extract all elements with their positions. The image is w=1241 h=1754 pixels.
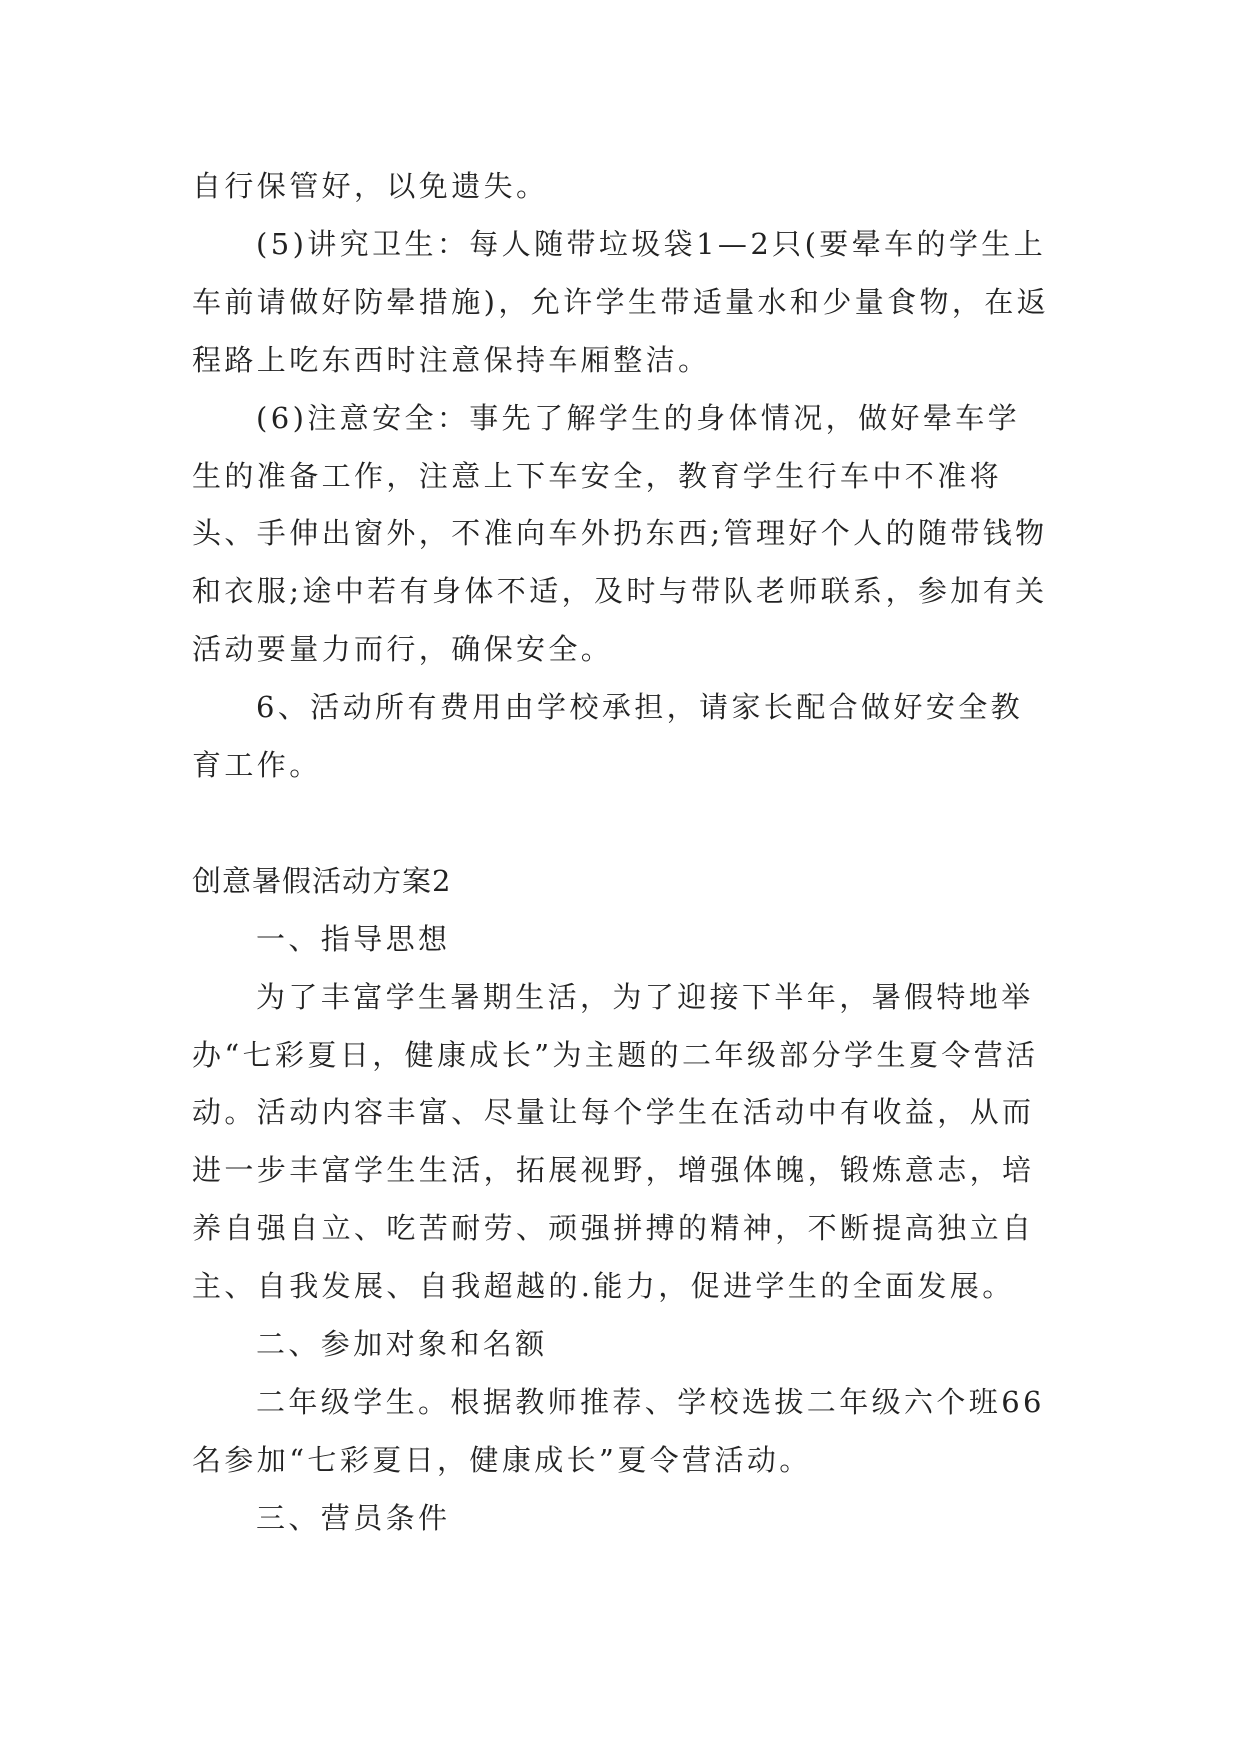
section-title: 创意暑假活动方案2 bbox=[192, 863, 452, 898]
heading-guiding-ideology: 一、指导思想 bbox=[256, 921, 451, 956]
document-body bbox=[192, 158, 1052, 1548]
paragraph: 自行保管好，以免遗失。 bbox=[192, 169, 549, 203]
paragraph-fees: 6、活动所有费用由学校承担，请家长配合做好安全教育工作。 bbox=[192, 690, 1024, 783]
paragraph-purpose: 为了丰富学生暑期生活，为了迎接下半年，暑假特地举办“七彩夏日，健康成长”为主题的二年级部分学生夏令营活动。活动内容丰富、尽量让每个学生在活动中有收益，从而进一步丰富学生生活，拓展视野，增强体魄，锻炼意志，培养自强自立、吃苦耐劳、顽强拼搏的精神，不断提高独立自主、自我发展、自我超越的.能力，促进学生的全面发展。 bbox=[192, 979, 1039, 1304]
paragraph-hygiene: (5)讲究卫生：每人随带垃圾袋1—2只(要晕车的学生上车前请做好防晕措施)，允许学生带适量水和少量食物，在返程路上吃东西时注意保持车厢整洁。 bbox=[192, 226, 1050, 377]
heading-participants: 二、参加对象和名额 bbox=[256, 1327, 548, 1362]
paragraph-participants: 二年级学生。根据教师推荐、学校选拔二年级六个班66名参加“七彩夏日，健康成长”夏令营活动。 bbox=[192, 1385, 1045, 1477]
heading-camper-conditions: 三、营员条件 bbox=[256, 1500, 451, 1535]
section-gap bbox=[192, 795, 1052, 853]
paragraph-safety: (6)注意安全：事先了解学生的身体情况，做好晕车学生的准备工作，注意上下车安全，教育学生行车中不准将头、手伸出窗外，不准向车外扔东西;管理好个人的随带钱物和衣服;途中若有身体不适，及时与带队老师联系，参加有关活动要量力而行，确保安全。 bbox=[192, 400, 1048, 667]
